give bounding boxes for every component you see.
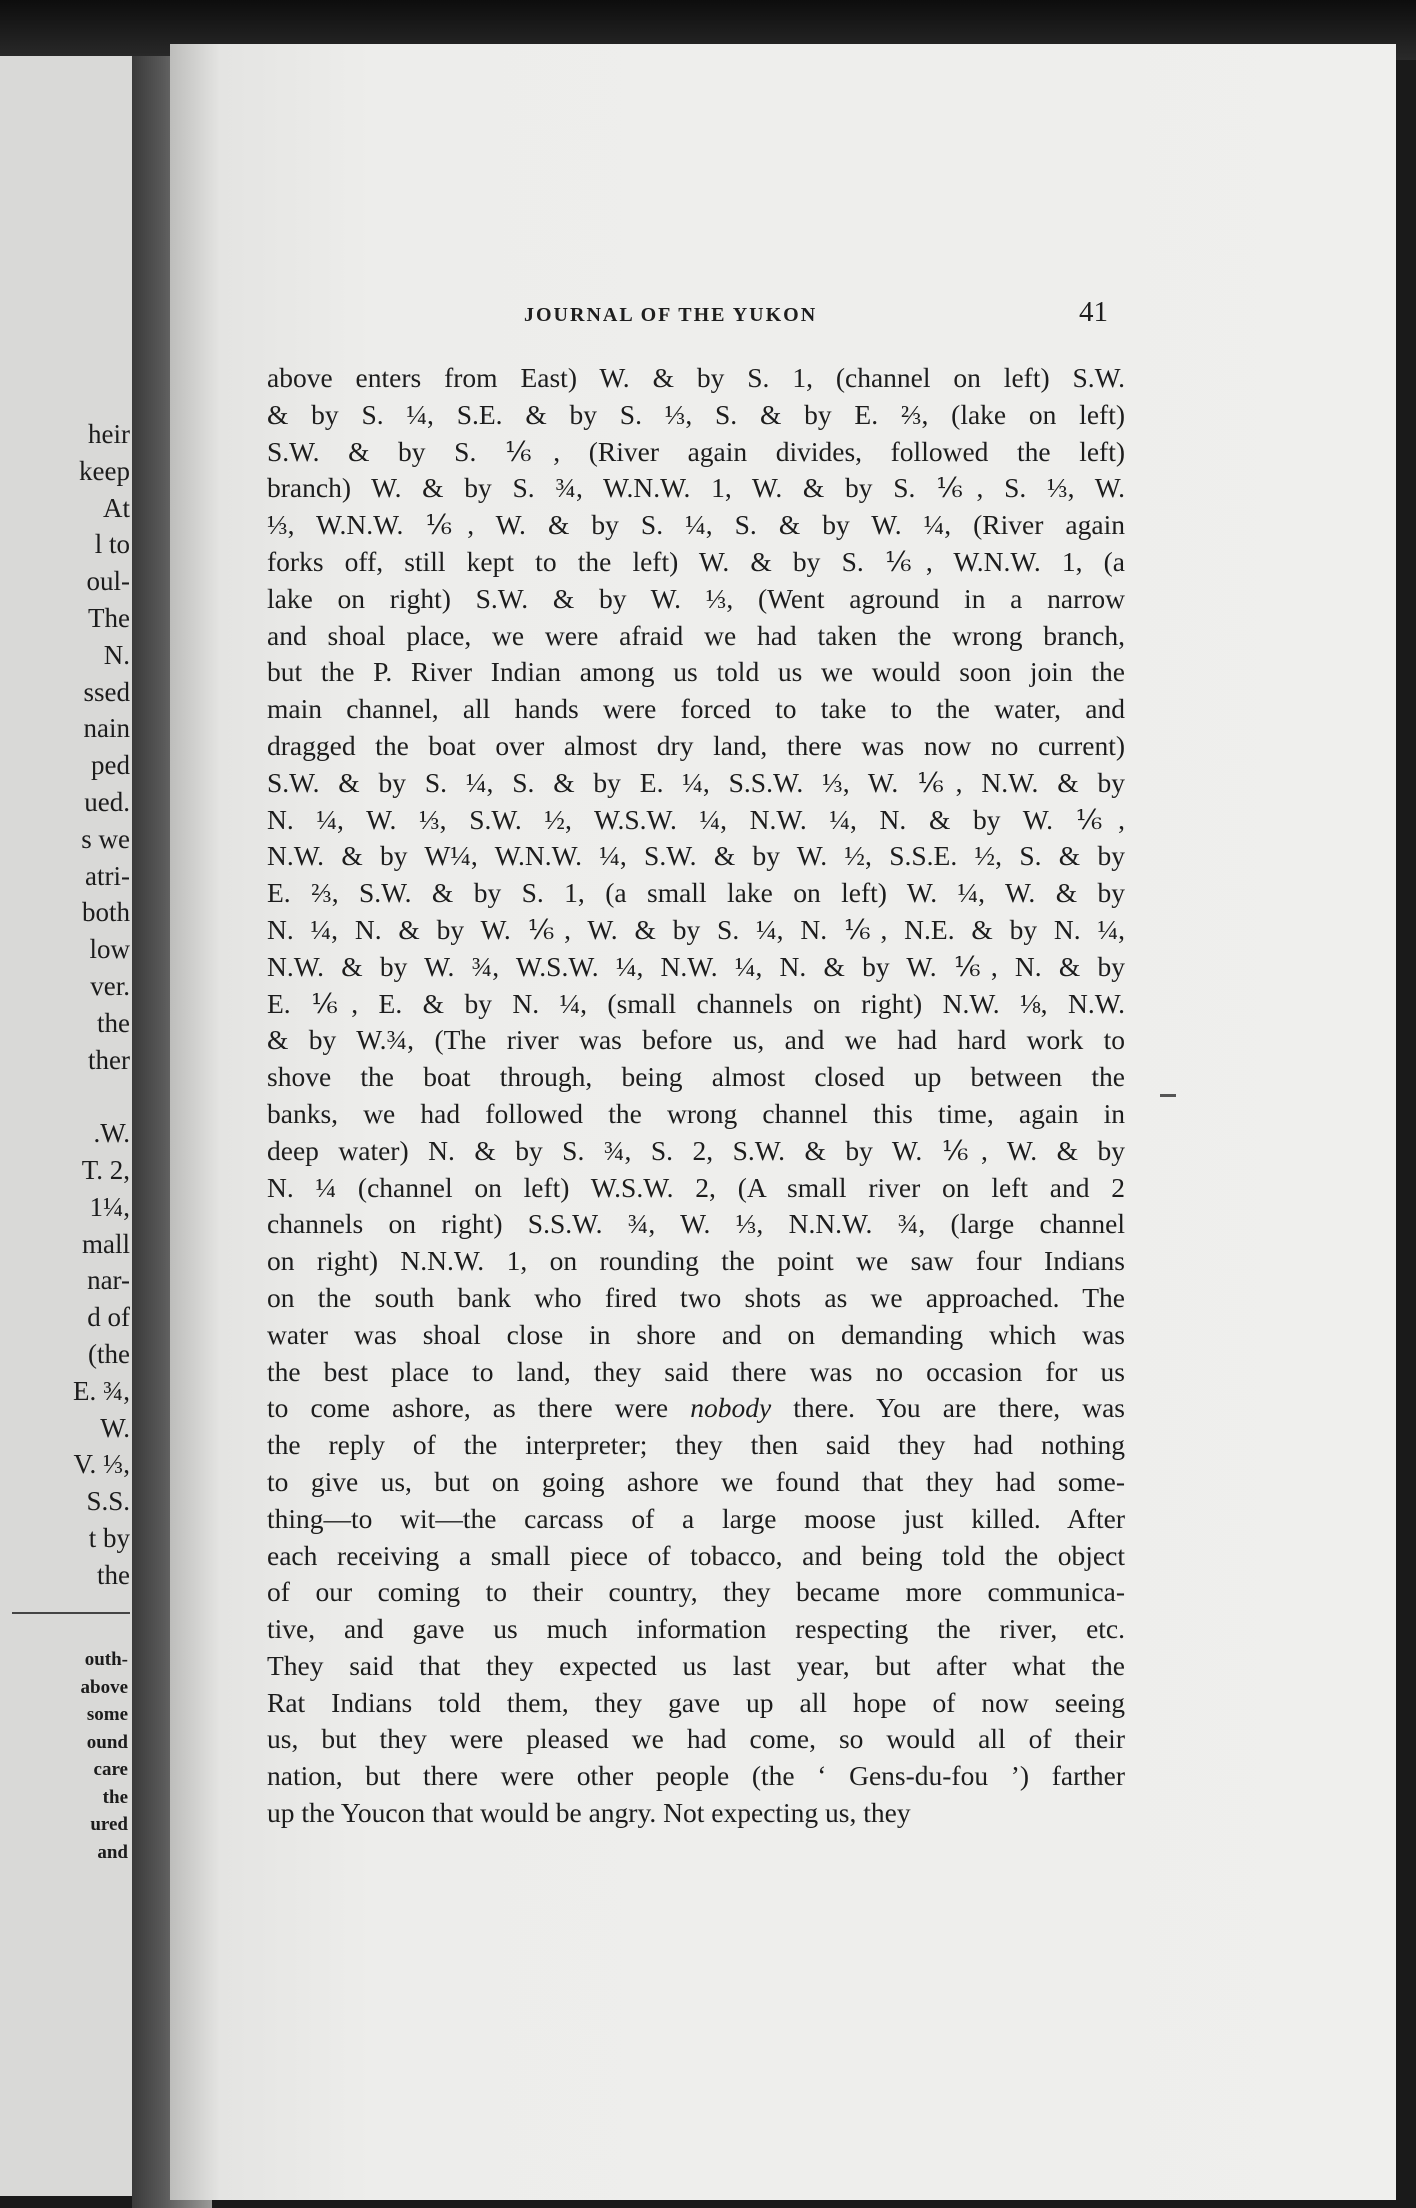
text-line: E. ⅙, E. & by N. ¼, (small channels on right) N.W. ⅛, N.W.	[267, 987, 1125, 1019]
text-line: forks off, still kept to the left) W. & by S. ⅙, W.N.W. 1, (a	[267, 545, 1125, 577]
text-line: They said that they expected us last year, but after what the	[267, 1649, 1125, 1681]
text-line: water was shoal close in shore and on demanding which was	[267, 1318, 1125, 1350]
text-line: the reply of the interpreter; they then said they had nothing	[267, 1429, 1125, 1461]
page-number: 41	[1079, 296, 1108, 328]
left-page-line: ssed	[83, 676, 130, 707]
left-page-line: N.	[103, 639, 130, 670]
text-line: to come ashore, as there were nobody there. You are there, was	[267, 1392, 1125, 1424]
text-line: S.W. & by S. ¼, S. & by E. ¼, S.S.W. ⅓, W. ⅙, N.W. & by	[267, 766, 1125, 798]
text-line: nation, but there were other people (the ‘ Gens-du-fou ’) farther	[267, 1760, 1125, 1792]
text-line: tive, and gave us much information respecting the river, etc.	[267, 1613, 1125, 1645]
left-page-line: oul-	[86, 566, 130, 597]
text-line: N. ¼ (channel on left) W.S.W. 2, (A small river on left and 2	[267, 1171, 1125, 1203]
text-line: deep water) N. & by S. ¾, S. 2, S.W. & by W. ⅙, W. & by	[267, 1134, 1125, 1166]
left-page-line: l to	[94, 529, 130, 560]
left-footnote-line: ured	[90, 1814, 128, 1835]
left-page-line	[0, 1078, 130, 1115]
left-page-line: s we	[81, 823, 130, 854]
left-page-line: d of	[87, 1302, 130, 1333]
left-page-line: S.S.	[86, 1486, 130, 1517]
left-footnote-line: and	[97, 1841, 128, 1863]
text-line: S.W. & by S. ⅙, (River again divides, followed the left)	[267, 435, 1125, 467]
text-line: but the P. River Indian among us told us we would soon join the	[267, 656, 1125, 688]
left-page-line: ped	[91, 750, 130, 781]
left-page-line: keep	[79, 455, 130, 486]
left-page-line: W.	[100, 1412, 130, 1443]
text-line: shove the boat through, being almost closed up between the	[267, 1061, 1125, 1093]
text-line: thing—to wit—the carcass of a large moose just killed. After	[267, 1502, 1125, 1534]
text-line: the best place to land, they said there was no occasion for us	[267, 1355, 1125, 1387]
text-line: N.W. & by W. ¾, W.S.W. ¼, N.W. ¼, N. & by W. ⅙, N. & by	[267, 950, 1125, 982]
text-line: and shoal place, we were afraid we had taken the wrong branch,	[267, 619, 1125, 651]
margin-mark	[1160, 1094, 1176, 1097]
left-page-line: T. 2,	[81, 1154, 130, 1185]
left-page-footnote	[0, 1646, 128, 1866]
text-line: on right) N.N.W. 1, on rounding the point we saw four Indians	[267, 1245, 1125, 1277]
left-page-line: ued.	[84, 786, 130, 817]
text-line: N.W. & by W¼, W.N.W. ¼, S.W. & by W. ½, S.S.E. ½, S. & by	[267, 840, 1125, 872]
left-page-line: mall	[82, 1228, 130, 1259]
left-page-line: atri-	[85, 860, 130, 891]
left-page-line: nain	[83, 713, 130, 744]
left-page-line: At	[103, 492, 130, 523]
text-line: N. ¼, N. & by W. ⅙, W. & by S. ¼, N. ⅙, N.E. & by N. ¼,	[267, 913, 1125, 945]
text-line: E. ⅔, S.W. & by S. 1, (a small lake on left) W. ¼, W. & by	[267, 877, 1125, 909]
left-page-line: ther	[88, 1044, 130, 1075]
left-footnote-line: outh-	[84, 1649, 128, 1670]
left-page-line: 1¼,	[89, 1191, 130, 1222]
text-line: dragged the boat over almost dry land, there was now no current)	[267, 729, 1125, 761]
text-line: up the Youcon that would be angry. Not expecting us, they	[267, 1797, 911, 1829]
text-line: lake on right) S.W. & by W. ⅓, (Went aground in a narrow	[267, 582, 1125, 614]
left-footnote-line: ound	[86, 1731, 128, 1753]
left-page-line: (the	[88, 1338, 130, 1369]
left-footnote-line: above	[80, 1676, 128, 1698]
text-line: N. ¼, W. ⅓, S.W. ½, W.S.W. ¼, N.W. ¼, N. & by W. ⅙,	[267, 803, 1125, 835]
left-page-footnote-rule	[12, 1612, 130, 1614]
text-line: each receiving a small piece of tobacco, and being told the object	[267, 1539, 1125, 1571]
text-line: channels on right) S.S.W. ¾, W. ⅓, N.N.W. ¾, (large channel	[267, 1208, 1125, 1240]
text-line: ⅓, W.N.W. ⅙, W. & by S. ¼, S. & by W. ¼, (River again	[267, 509, 1125, 541]
page-header	[524, 296, 1128, 336]
text-line: us, but they were pleased we had come, so would all of their	[267, 1723, 1125, 1755]
text-line: above enters from East) W. & by S. 1, (channel on left) S.W.	[267, 362, 1125, 393]
left-footnote-line: the	[102, 1786, 128, 1808]
text-line: main channel, all hands were forced to take to the water, and	[267, 693, 1125, 725]
text-line: on the south bank who fired two shots as we approached. The	[267, 1281, 1125, 1313]
left-footnote-line: some	[86, 1704, 128, 1725]
left-page-line: the	[97, 1559, 130, 1590]
text-line: & by W.¾, (The river was before us, and we had hard work to	[267, 1024, 1125, 1056]
text-line: & by S. ¼, S.E. & by S. ⅓, S. & by E. ⅔, (lake on left)	[267, 398, 1125, 430]
text-line: to give us, but on going ashore we found that they had some-	[267, 1465, 1125, 1497]
left-page-line: ver.	[90, 970, 130, 1001]
text-line: of our coming to their country, they became more communica-	[267, 1576, 1125, 1608]
left-footnote-line: care	[93, 1759, 128, 1780]
left-page-edge	[0, 56, 138, 2196]
body-text	[267, 360, 1125, 1832]
left-page-line: The	[88, 602, 130, 633]
left-page-line: heir	[88, 419, 130, 449]
left-page-line: .W.	[93, 1118, 130, 1149]
left-page-line: V. ⅓,	[73, 1449, 130, 1480]
text-line: Rat Indians told them, they gave up all hope of now seeing	[267, 1686, 1125, 1718]
left-page-line: the	[97, 1007, 130, 1038]
left-page-text	[0, 416, 130, 1594]
text-line: branch) W. & by S. ¾, W.N.W. 1, W. & by S. ⅙, S. ⅓, W.	[267, 472, 1125, 504]
left-page-line: t by	[88, 1522, 130, 1553]
left-page-line: both	[81, 897, 130, 928]
left-page-line: E. ¾,	[73, 1375, 130, 1406]
text-line: banks, we had followed the wrong channel this time, again in	[267, 1097, 1125, 1129]
left-page-line: nar-	[87, 1265, 130, 1296]
left-page-line: low	[89, 934, 130, 965]
running-title: JOURNAL OF THE YUKON	[524, 304, 818, 326]
